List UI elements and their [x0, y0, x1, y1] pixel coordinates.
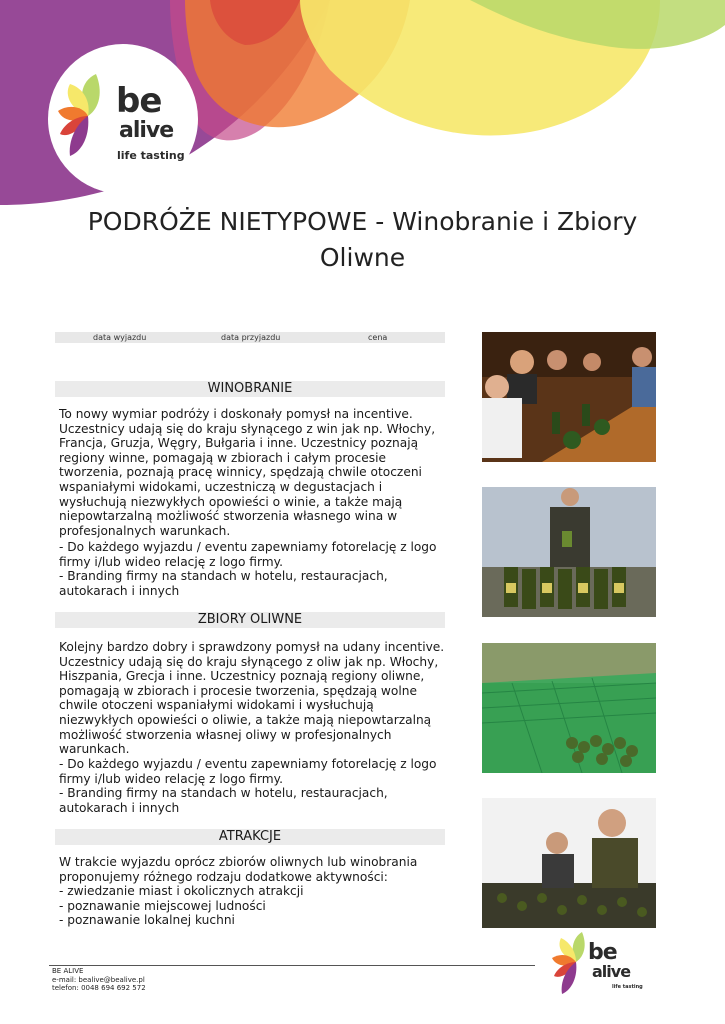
trip-meta-bar: [55, 332, 445, 343]
photo-olive-harvest-net: [482, 643, 656, 773]
departure-label: data wyjazdu: [93, 333, 147, 342]
section-extra-zbiory-oliwne: - Do każdego wyjazdu / eventu zapewniamy fotorelację z logo firmy i/lub wideo relację z logo firmy. - Branding firmy na standach w hotelu, restauracjach, autokarach i innych: [59, 757, 437, 815]
arrival-label: data przyjazdu: [221, 333, 281, 342]
section-body-atrakcje: W trakcie wyjazdu oprócz zbiorów oliwnych lub winobrania proponujemy różnego rodzaju dodatkowe aktywności: - zwiedzanie miast i okolicznych atrakcji - poznawanie miejscowej ludności - poznawanie lokalnej kuchni: [59, 855, 418, 928]
section-body-zbiory-oliwne: Kolejny bardzo dobry i sprawdzony pomysł na udany incentive. Uczestnicy udają się do kraju słynącego z oliw jak np. Włochy, Hiszpania, Grecja i inne. Uczestnicy poznają regiony oliwne, pomagają w zbiorach i procesie tworzenia, spędzają wolne chwile otoczeni wspaniałymi widokami i wysłuchują niezwykłych opowieści o oliwie, a także mają niepowtarzalną możliwość stworzenia własnej oliwy w profesjonalnych warunkach.: [59, 640, 445, 757]
page-title: PODRÓŻE NIETYPOWE - Winobranie i Zbiory Oliwne: [87, 207, 638, 272]
section-body-winobranie: To nowy wymiar podróży i doskonały pomysł na incentive. Uczestnicy udają się do kraju słynącego z win jak np. Włochy, Francja, Gruzja, Węgry, Bułgaria i inne. Uczestnicy poznają regiony winne, pomagają w zbiorach i całym procesie tworzenia, poznają pracę winnicy, spędzają chwile otoczeni wspaniałymi widokami, uczestniczą w degustacjach i wysłuchują niezwykłych opowieści o winie, a także mają niepowtarzalną możliwość stworzenia własnego wina w profesjonalnych warunkach.: [59, 407, 436, 538]
section-extra-winobranie: - Do każdego wyjazdu / eventu zapewniamy fotorelację z logo firmy i/lub wideo relację z logo firmy. - Branding firmy na standach w hotelu, restauracjach, autokarach i innych: [59, 540, 437, 598]
section-heading-atrakcje: ATRAKCJE: [55, 829, 445, 845]
logo-tagline: life tasting: [117, 149, 185, 162]
footer-company: BE ALIVE: [52, 967, 84, 975]
footer-phone: telefon: 0048 694 692 572: [52, 984, 146, 992]
photo-wine-tasting: [482, 332, 656, 462]
photo-olive-oil-bottles: [482, 487, 656, 617]
footer-logo-word-alive: alive: [592, 962, 631, 981]
footer-contact: [52, 967, 146, 993]
footer-logo-word-be: be: [588, 940, 617, 965]
footer-divider: [49, 965, 535, 966]
section-heading-zbiory-oliwne: ZBIORY OLIWNE: [55, 612, 445, 628]
photo-olive-pickers: [482, 798, 656, 928]
section-heading-winobranie: WINOBRANIE: [55, 381, 445, 397]
logo-word-alive: alive: [119, 118, 174, 143]
price-label: cena: [368, 333, 388, 342]
footer-email: e-mail: bealive@bealive.pl: [52, 975, 145, 984]
footer-logo-tagline: life tasting: [612, 984, 643, 990]
logo-word-be: be: [116, 81, 162, 121]
